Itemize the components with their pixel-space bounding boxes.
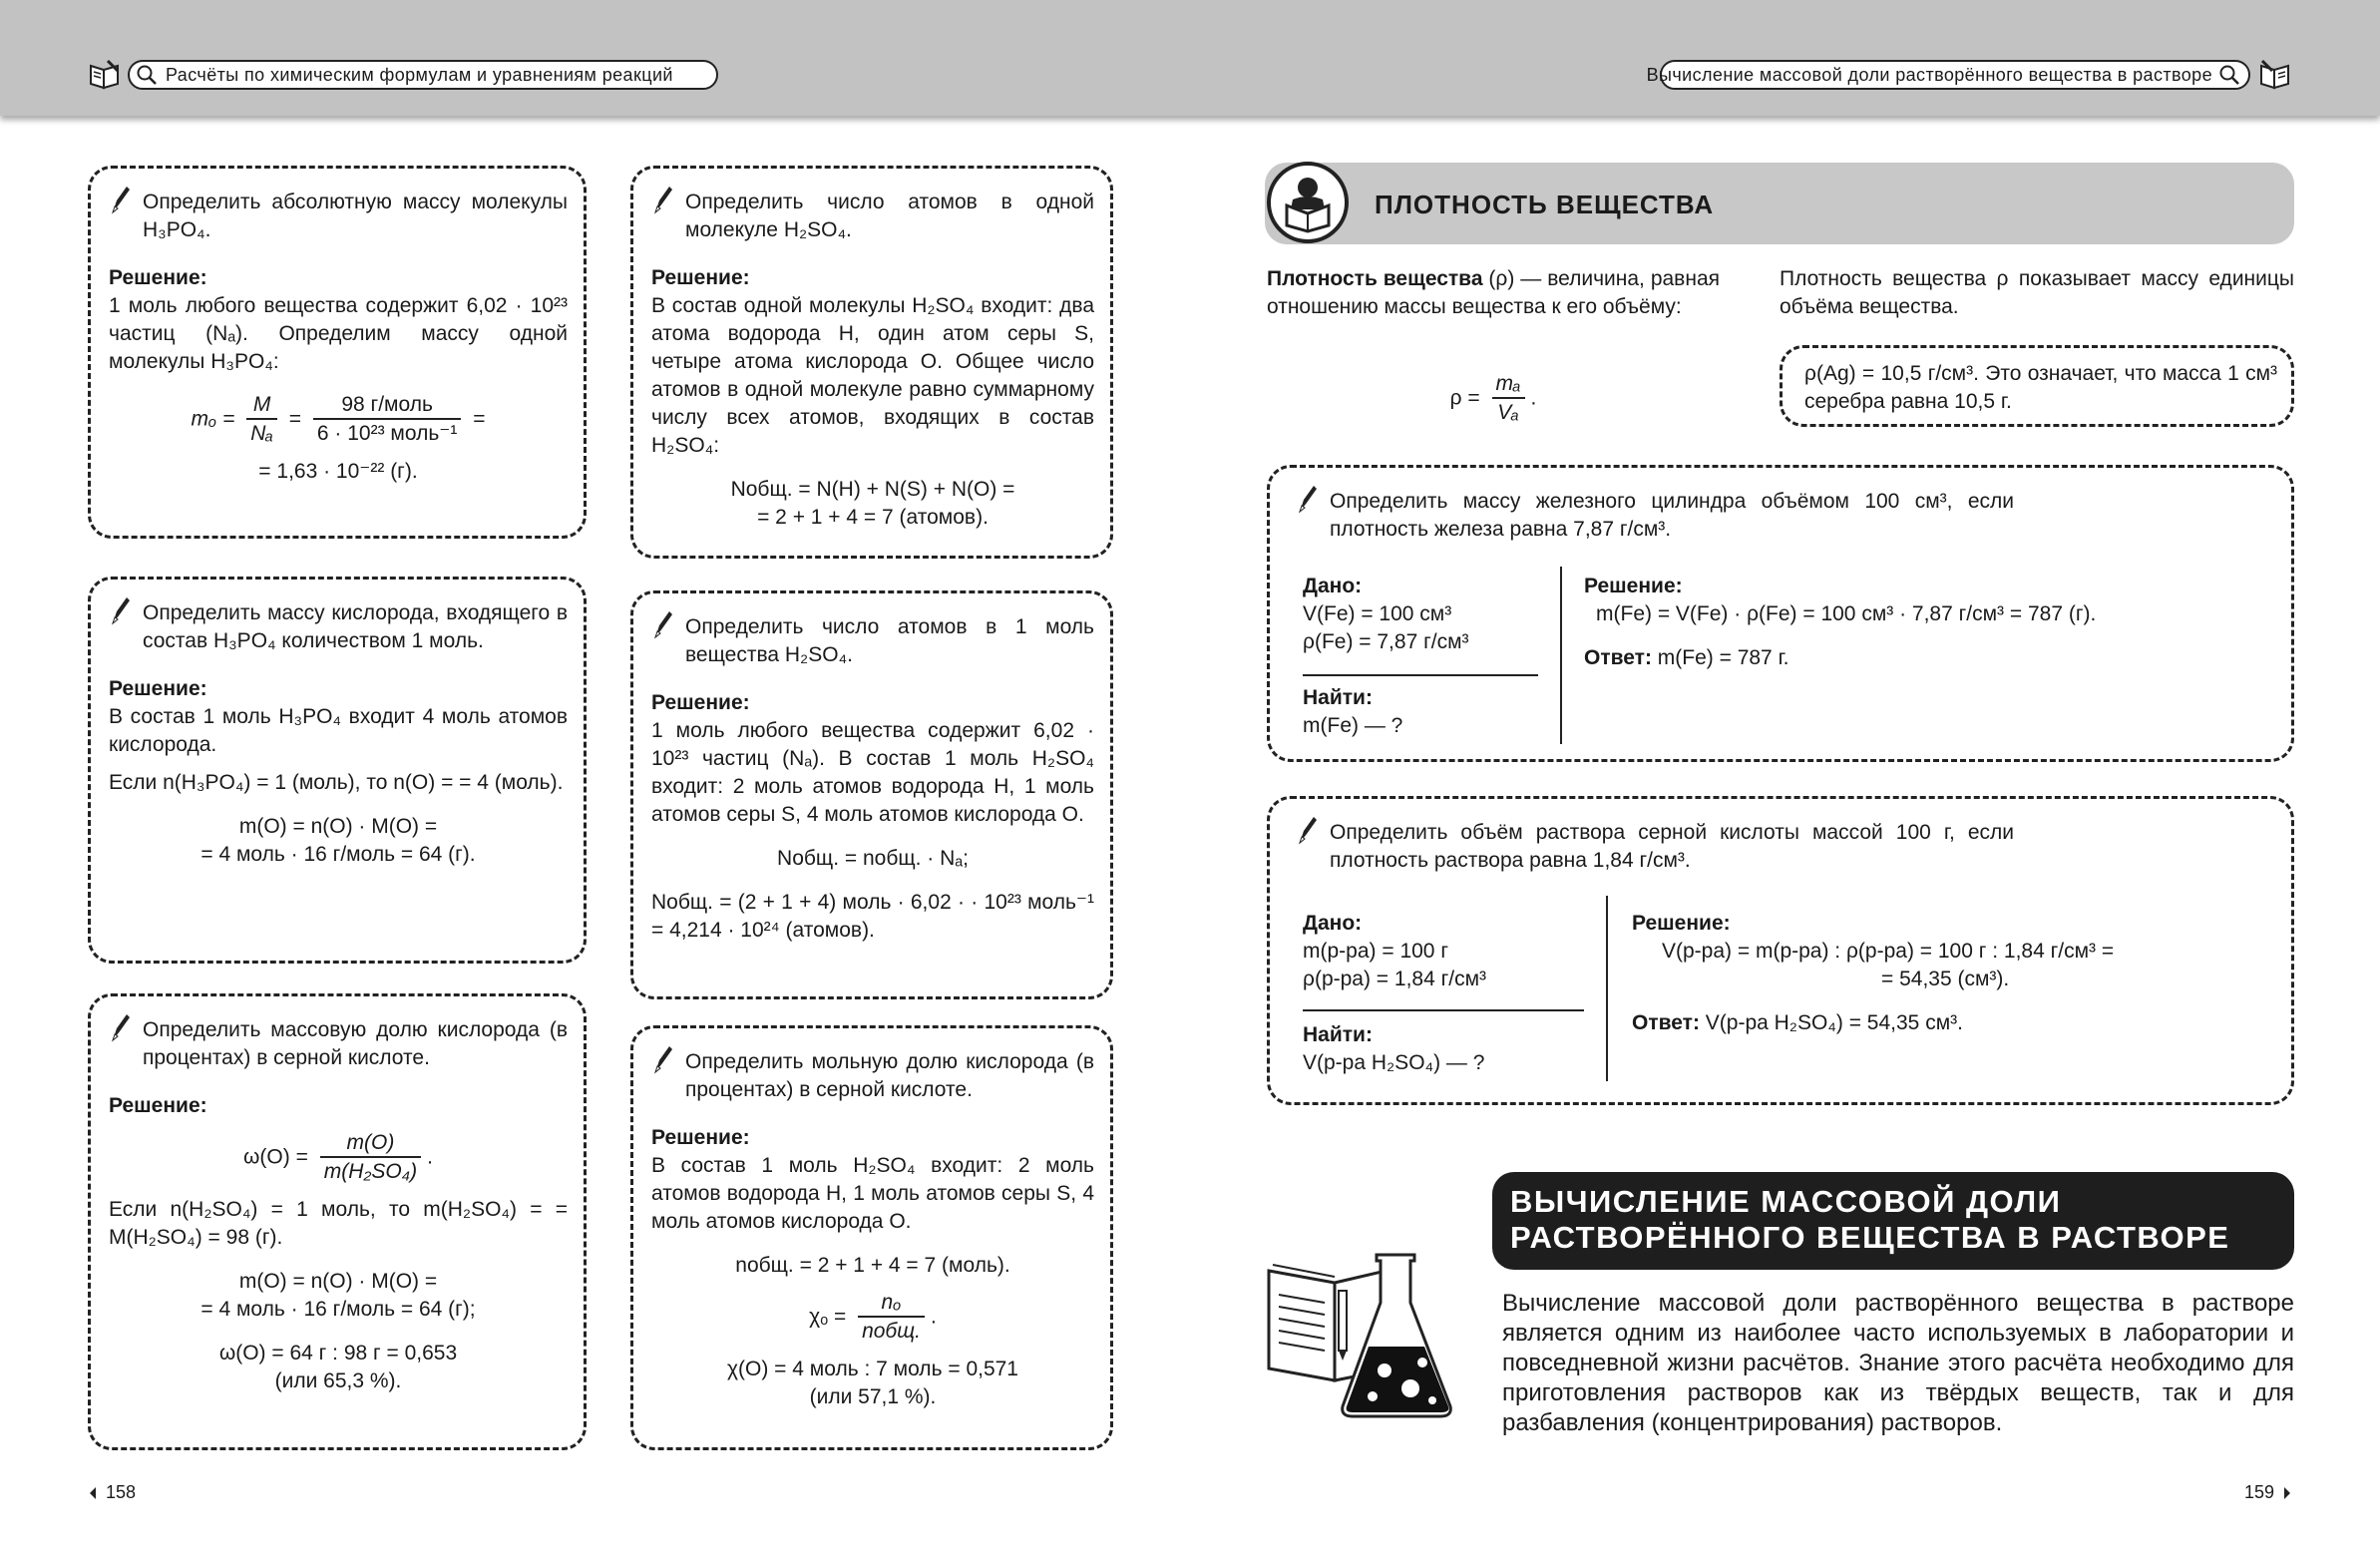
given-solution-divider bbox=[1606, 896, 1608, 1081]
density-definition: Плотность вещества (ρ) — величина, равная отношению массы вещества к его объёму: bbox=[1267, 267, 1720, 318]
formula-line-3: ω(O) = 64 г : 98 г = 0,653 bbox=[218, 1342, 458, 1365]
header-left-title: Расчёты по химическим формулам и уравнениям реакций bbox=[166, 64, 673, 85]
pencil-icon bbox=[651, 185, 673, 214]
search-icon bbox=[2218, 64, 2240, 86]
page-number-right: 159 bbox=[2244, 1482, 2292, 1503]
task-text: Определить число атомов в 1 моль вещества H₂SO₄. bbox=[685, 615, 1094, 666]
flask-book-illustration bbox=[1265, 1251, 1456, 1420]
task-card-mass-fraction bbox=[88, 993, 587, 1450]
pencil-icon bbox=[109, 185, 131, 214]
given-divider bbox=[1303, 674, 1538, 676]
solution-label: Решение: bbox=[109, 677, 207, 700]
formula-line-2: = 4 моль · 16 г/моль = 64 (г). bbox=[200, 843, 476, 866]
solution-label: Решение: bbox=[651, 266, 750, 289]
formula-chi: χₒ = $\frac{\text{nₒ}}{\text{nобщ.}}$ . bbox=[809, 1291, 937, 1343]
formula-result: = 1,63 · 10⁻²² (г). bbox=[258, 460, 418, 483]
task-text: Определить массовую долю кислорода (в процентах) в серной кислоте. bbox=[143, 1018, 568, 1069]
task-text: Определить массу кислорода, входящего в состав H₃PO₄ количеством 1 моль. bbox=[143, 601, 568, 652]
formula-line-4: (или 57,1 %). bbox=[809, 1385, 937, 1408]
given-divider bbox=[1303, 1009, 1584, 1011]
pencil-icon bbox=[1296, 815, 1318, 845]
formula-line-2: = 4 моль · 16 г/моль = 64 (г); bbox=[200, 1298, 476, 1321]
pencil-icon bbox=[651, 609, 673, 639]
solution-text: 1 моль любого вещества содержит 6,02 · 10²³ частиц (Nₐ). Определим массу одной молекулы H₃PO₄: bbox=[109, 294, 568, 373]
pencil-icon bbox=[109, 595, 131, 625]
formula-line-2: = 2 + 1 + 4 = 7 (атомов). bbox=[757, 506, 989, 529]
solution-text: В состав 1 моль H₂SO₄ входит: 2 моль атомов водорода H, 1 моль атомов серы S, 4 моль атомов кислорода O. bbox=[651, 1154, 1094, 1233]
book-icon bbox=[2258, 58, 2292, 92]
pencil-icon bbox=[651, 1044, 673, 1074]
solution-block: Решение: V(р-ра) = m(р-ра) : ρ(р-ра) = 100 г : 1,84 г/см³ = = 54,35 (см³). Ответ: V(р-ра H₂SO₄) = 54,35 см³. bbox=[1632, 912, 2115, 1034]
given-solution-divider bbox=[1560, 567, 1562, 744]
section-title: ВЫЧИСЛЕНИЕ МАССОВОЙ ДОЛИ РАСТВОРЁННОГО ВЕЩЕСТВА В РАСТВОРЕ bbox=[1492, 1172, 2294, 1270]
formula-line-2: Nобщ. = (2 + 1 + 4) моль · 6,02 · · 10²³ моль⁻¹ = 4,214 · 10²⁴ (атомов). bbox=[651, 891, 1094, 942]
reader-icon-circle bbox=[1267, 162, 1349, 243]
density-example: ρ(Ag) = 10,5 г/см³. Это означает, что масса 1 см³ серебра равна 10,5 г. bbox=[1804, 362, 2277, 413]
solution-label: Решение: bbox=[109, 266, 207, 289]
solution-label: Решение: bbox=[651, 691, 750, 714]
formula-line-1: m(O) = n(O) · M(O) = bbox=[238, 1270, 438, 1293]
solution-label: Решение: bbox=[651, 1126, 750, 1149]
section-text: Вычисление массовой доли растворённого вещества в растворе является одним из наиболее часто используемых в лаборатории и повседневной жизни расчётов. Знание этого расчёта необходимо для приготовления растворов как из твёрдых веществ, так и для разбавления (концентрирования) растворов. bbox=[1502, 1290, 2294, 1436]
reader-icon bbox=[1271, 166, 1345, 239]
search-icon bbox=[136, 64, 158, 86]
find-block: Найти: m(Fe) — ? bbox=[1303, 686, 1403, 737]
arrow-left-icon bbox=[88, 1486, 98, 1500]
formula-line-4: (или 65,3 %). bbox=[274, 1369, 402, 1392]
task-card-atoms-in-mole bbox=[630, 590, 1113, 999]
density-explanation: Плотность вещества ρ показывает массу единицы объёма вещества. bbox=[1780, 267, 2294, 318]
task-card-absolute-mass bbox=[88, 166, 587, 539]
solution-text-1: Если n(H₂SO₄) = 1 моль, то m(H₂SO₄) = = M(H₂SO₄) = 98 (г). bbox=[109, 1198, 568, 1249]
header-left-pill bbox=[128, 60, 718, 90]
solution-text: В состав одной молекулы H₂SO₄ входит: два атома водорода H, один атом серы S, четыре атома кислорода O. Общее число атомов в одной молекуле равно суммарному числу всех атомов, входящих в состав H₂SO₄: bbox=[651, 294, 1094, 457]
task-text: Определить абсолютную массу молекулы H₃PO₄. bbox=[143, 191, 568, 241]
formula-line-1: Nобщ. = N(H) + N(S) + N(O) = bbox=[730, 478, 1015, 501]
solution-label: Решение: bbox=[109, 1094, 207, 1117]
formula-omega: ω(O) = $\frac{m(O)}{\text{m(H₂SO₄)}}$ . bbox=[243, 1131, 433, 1183]
task-text: Определить мольную долю кислорода (в процентах) в серной кислоте. bbox=[685, 1050, 1094, 1101]
task-card-mole-fraction bbox=[630, 1025, 1113, 1450]
formula-mass: mₒ = $\frac{M}{\text{Nₐ}}$ = $\frac{\text{98 г/моль}}{\text{6 · 10²³ моль⁻¹}}$ = bbox=[191, 393, 486, 445]
solution-text-2: Если n(H₃PO₄) = 1 (моль), то n(O) = = 4 (моль). bbox=[109, 771, 564, 794]
density-title: ПЛОТНОСТЬ ВЕЩЕСТВА bbox=[1375, 190, 1715, 219]
solution-block: Решение: m(Fe) = V(Fe) · ρ(Fe) = 100 см³ · 7,87 г/см³ = 787 (г). Ответ: m(Fe) = 787 г. bbox=[1584, 575, 2097, 669]
arrow-right-icon bbox=[2282, 1486, 2292, 1500]
given-block: Дано: m(р-ра) = 100 г ρ(р-ра) = 1,84 г/см³ bbox=[1303, 912, 1487, 990]
page-number-left: 158 bbox=[88, 1482, 136, 1503]
task-text: Определить число атомов в одной молекуле H₂SO₄. bbox=[685, 191, 1094, 241]
book-icon bbox=[88, 58, 122, 92]
task-card-atoms-in-molecule bbox=[630, 166, 1113, 559]
header-right-pill bbox=[1646, 60, 2250, 90]
density-formula: ρ = $\frac{\text{mₐ}}{\text{Vₐ}}$ . bbox=[1449, 372, 1537, 424]
formula-line-3: χ(O) = 4 моль : 7 моль = 0,571 bbox=[727, 1358, 1018, 1380]
task-text: Определить объём раствора серной кислоты массой 100 г, если плотность раствора равна 1,84 г/см³. bbox=[1330, 821, 2014, 872]
formula-line-1: nобщ. = 2 + 1 + 4 = 7 (моль). bbox=[735, 1254, 1010, 1277]
find-block: Найти: V(р-ра H₂SO₄) — ? bbox=[1303, 1023, 1485, 1074]
density-example-box bbox=[1780, 345, 2294, 427]
task-card-oxygen-mass bbox=[88, 577, 587, 964]
header-bar bbox=[0, 0, 2380, 116]
header-right-title: Вычисление массовой доли растворённого вещества в растворе bbox=[1646, 64, 2212, 85]
formula-line-1: Nобщ. = nобщ. · Nₐ; bbox=[777, 847, 969, 870]
solution-text-1: В состав 1 моль H₃PO₄ входит 4 моль атомов кислорода. bbox=[109, 705, 568, 756]
given-block: Дано: V(Fe) = 100 см³ ρ(Fe) = 7,87 г/см³ bbox=[1303, 575, 1469, 653]
solution-text: 1 моль любого вещества содержит 6,02 · 10²³ частиц (Nₐ). В состав 1 моль H₂SO₄ входит: 2 моль атомов водорода H, 1 моль атомов серы S, 4 моль атомов кислорода O. bbox=[651, 719, 1094, 826]
pencil-icon bbox=[1296, 484, 1318, 514]
task-text: Определить массу железного цилиндра объёмом 100 см³, если плотность железа равна 7,87 г/см³. bbox=[1330, 490, 2014, 541]
formula-line-1: m(O) = n(O) · M(O) = bbox=[238, 815, 438, 838]
pencil-icon bbox=[109, 1012, 131, 1042]
